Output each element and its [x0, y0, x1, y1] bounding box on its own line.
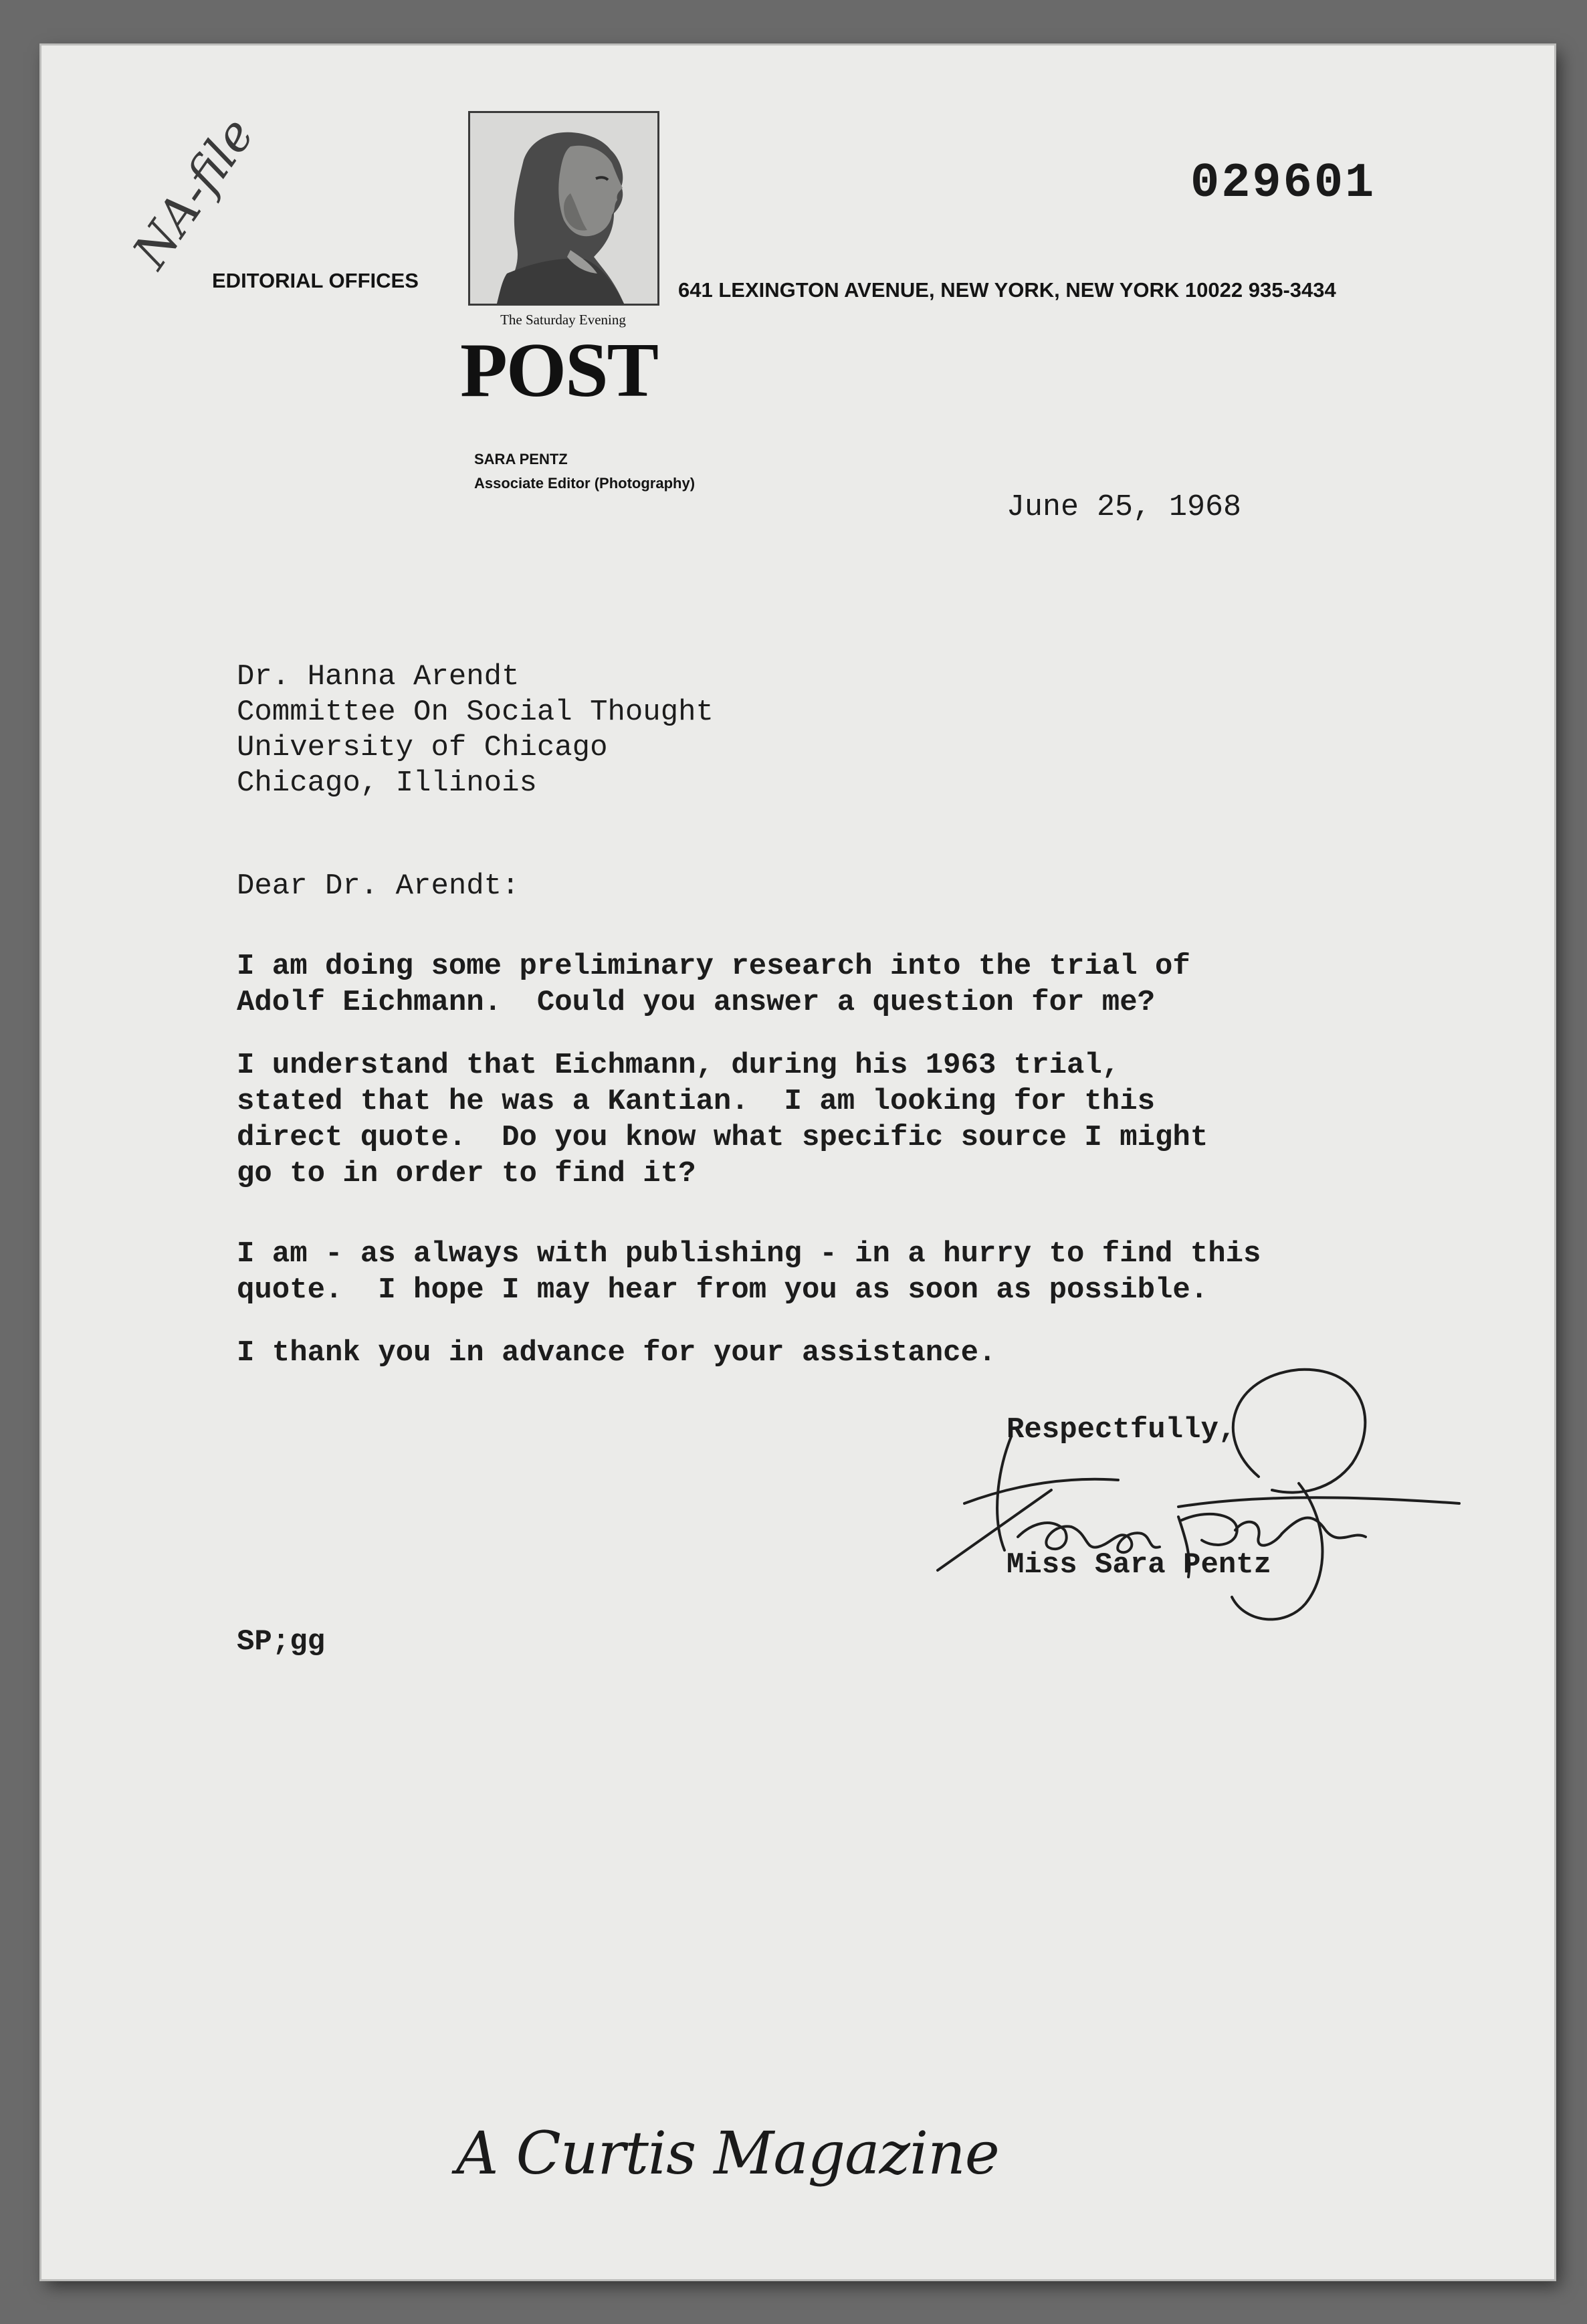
serial-number: 029601	[1190, 156, 1376, 211]
masthead-title: POST	[460, 328, 657, 413]
recipient-line: Dr. Hanna Arendt	[237, 660, 520, 694]
body-paragraph	[237, 1047, 1208, 1192]
handwritten-signature	[897, 1316, 1486, 1630]
closing: Respectfully,	[1007, 1413, 1237, 1447]
masthead-subtitle: The Saturday Evening	[500, 312, 626, 328]
portrait-logo-icon	[468, 111, 659, 306]
body-line: I thank you in advance for your assistance.	[237, 1336, 996, 1370]
letterhead-address: 641 LEXINGTON AVENUE, NEW YORK, NEW YORK 10022 935-3434	[678, 278, 1336, 302]
typed-signer-name: Miss Sara Pentz	[1007, 1548, 1272, 1582]
salutation: Dear Dr. Arendt:	[237, 869, 520, 903]
editor-title: Associate Editor (Photography)	[474, 475, 696, 492]
body-line: direct quote. Do you know what specific source I might	[237, 1121, 1208, 1154]
body-line: I am doing some preliminary research into the trial of	[237, 950, 1190, 983]
body-paragraph	[237, 948, 1190, 1021]
recipient-line: Committee On Social Thought	[237, 696, 714, 729]
body-line: I am - as always with publishing - in a hurry to find this	[237, 1237, 1261, 1271]
body-paragraph	[237, 1335, 996, 1371]
footer-brand: A Curtis Magazine	[456, 2119, 999, 2188]
letter-date: June 25, 1968	[1007, 490, 1242, 524]
body-line: quote. I hope I may hear from you as soon as possible.	[237, 1273, 1208, 1307]
recipient-line: University of Chicago	[237, 731, 608, 764]
body-line: I understand that Eichmann, during his 1963 trial,	[237, 1049, 1120, 1082]
body-line: stated that he was a Kantian. I am looking for this	[237, 1085, 1156, 1118]
body-paragraph	[237, 1236, 1261, 1308]
editorial-offices-label: EDITORIAL OFFICES	[212, 269, 419, 292]
editor-name: SARA PENTZ	[474, 451, 568, 467]
body-line: go to in order to find it?	[237, 1157, 696, 1190]
recipient-line: Chicago, Illinois	[237, 766, 537, 800]
portrait-bust-icon	[470, 113, 657, 304]
typist-initials: SP;gg	[237, 1625, 326, 1659]
handwritten-file-note: NA-file	[122, 107, 265, 279]
letter-sheet	[41, 45, 1554, 2279]
recipient-address	[237, 659, 714, 801]
body-line: Adolf Eichmann. Could you answer a question for me?	[237, 986, 1156, 1019]
